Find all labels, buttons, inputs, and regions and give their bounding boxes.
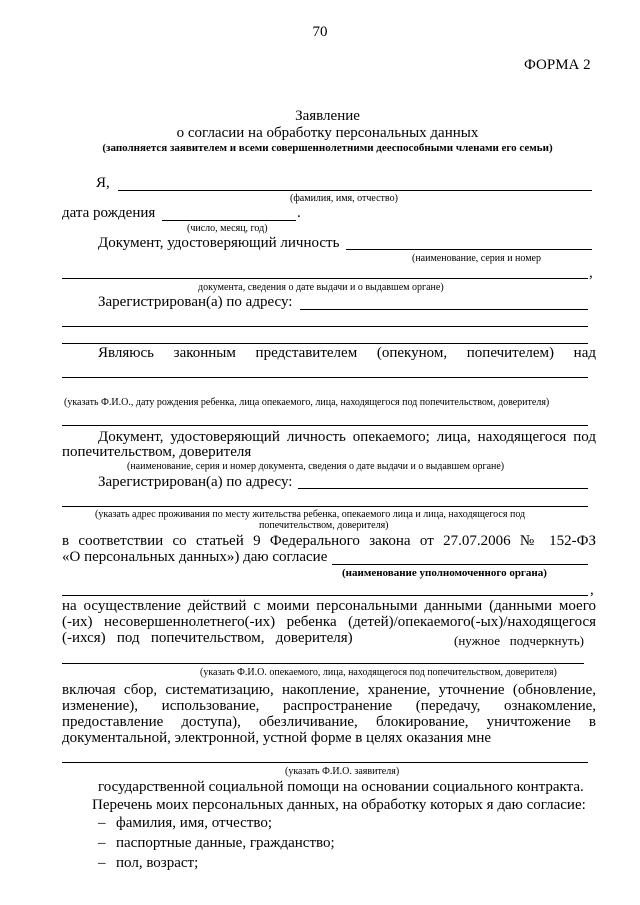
ward-address-hint-2: попечительством, доверителя) (259, 520, 389, 531)
dob-hint: (число, месяц, год) (187, 223, 268, 234)
ward-registered-label: Зарегистрирован(а) по адресу: (98, 474, 293, 490)
ward-address-hint-1: (указать адрес проживания по месту жительства ребенка, опекаемого лица и лица, находящегося под (95, 509, 526, 520)
authority-field-line[interactable] (332, 564, 588, 565)
underline-note: (нужное подчеркнуть) (454, 633, 584, 648)
ward-doc-line-2: попечительством, доверителя (62, 444, 252, 460)
purpose-line: государственной социальной помощи на основании социального контракта. (98, 779, 584, 795)
id-doc-label: Документ, удостоверяющий личность (98, 235, 340, 251)
address-field-line-1[interactable] (300, 309, 588, 310)
document-subtitle: о согласии на обработку персональных данных (176, 125, 479, 141)
id-doc-comma: , (589, 265, 593, 281)
actions-hint: (указать Ф.И.О. опекаемого, лица, находящегося под попечительством, доверителя) (200, 667, 557, 678)
ward-doc-hint: (наименование, серия и номер документа, сведения о дате выдачи и о выдавшем органе) (127, 461, 505, 472)
list-intro: Перечень моих персональных данных, на обработку которых я даю согласие: (92, 797, 586, 813)
incl-line-2: изменение), использование, распространение (передачу, ознакомление, (62, 698, 596, 714)
representative-hint: (указать Ф.И.О., дату рождения ребенка, лица опекаемого, лица, находящегося под попечительством, доверителя) (64, 397, 550, 408)
applicant-field-line[interactable] (62, 762, 588, 763)
incl-line-4: документальной, электронной, устной форме в целях оказания мне (62, 730, 492, 746)
actions-line-2: (-их) несовершеннолетнего(-их) ребенка (детей)/опекаемого(-ых)/находящегося (62, 614, 596, 630)
document-title: Заявление (295, 108, 360, 124)
law-line-1: в соответствии со статьей 9 Федерального закона от 27.07.2006 № 152-ФЗ (62, 533, 596, 549)
list-dash: – (98, 815, 106, 831)
dob-label: дата рождения (62, 205, 156, 221)
actions-line-3: (-ихся) под попечительством, доверителя) (62, 630, 353, 646)
id-doc-hint-2: документа, сведения о дате выдачи и о выдавшем органе) (198, 282, 444, 293)
representative-field-line[interactable] (62, 377, 588, 378)
list-item: фамилия, имя, отчество; (116, 815, 273, 831)
list-dash: – (98, 855, 106, 871)
address-field-line-2[interactable] (62, 326, 588, 327)
actions-line-1: на осуществление действий с моими персональными данными (данными моего (62, 598, 596, 614)
id-doc-field-line-2[interactable] (62, 278, 588, 279)
list-item: паспортные данные, гражданство; (116, 835, 335, 851)
list-item: пол, возраст; (116, 855, 199, 871)
authority-field-line-2[interactable] (62, 595, 588, 596)
ward-address-field-line-1[interactable] (298, 488, 588, 489)
authority-hint: (наименование уполномоченного органа) (342, 567, 547, 579)
form-label: ФОРМА 2 (524, 57, 591, 73)
representative-text: Являюсь законным представителем (опекуном, попечителем) над (98, 345, 596, 361)
incl-line-3: предоставление доступа), обезличивание, блокирование, уничтожение в (62, 714, 596, 730)
list-dash: – (98, 835, 106, 851)
applicant-hint: (указать Ф.И.О. заявителя) (285, 766, 400, 777)
representative-field-line-2[interactable] (62, 425, 588, 426)
dob-dot: . (297, 205, 301, 221)
i-label: Я, (96, 175, 110, 191)
ward-doc-line-1: Документ, удостоверяющий личность опекаемого; лица, находящегося под (98, 429, 596, 445)
ward-address-field-line-2[interactable] (62, 506, 588, 507)
actions-field-line[interactable] (62, 663, 584, 664)
registered-label: Зарегистрирован(а) по адресу: (98, 294, 293, 310)
authority-comma: , (590, 582, 594, 598)
law-line-2: «О персональных данных») даю согласие (62, 549, 328, 565)
page-number: 70 (312, 24, 328, 40)
fio-hint: (фамилия, имя, отчество) (290, 193, 398, 204)
incl-line-1: включая сбор, систематизацию, накопление, хранение, уточнение (обновление, (62, 682, 596, 698)
id-doc-field-line[interactable] (346, 249, 592, 250)
address-field-line-3[interactable] (62, 343, 588, 344)
subtitle-note: (заполняется заявителем и всеми совершеннолетними дееспособными членами его семьи) (102, 142, 553, 154)
dob-field-line[interactable] (162, 220, 296, 221)
fio-field-line[interactable] (118, 190, 592, 191)
id-doc-hint-1: (наименование, серия и номер (412, 253, 541, 264)
